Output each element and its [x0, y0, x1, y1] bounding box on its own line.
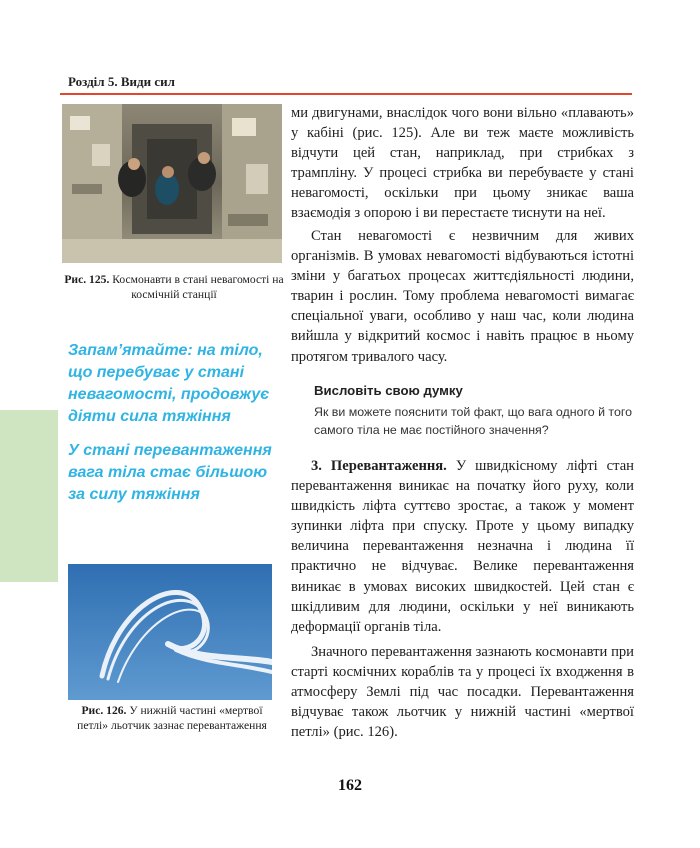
- remember-note: Запам’ятайте: на тіло, що перебуває у стані невагомості, продовжує діяти сила тяжіння: [68, 342, 270, 425]
- side-tab-marker: [0, 410, 58, 582]
- paragraph-4-text: Значного перевантаження зазнають космонавти при старті космічних кораблів та у процесі їх входження в атмосферу Землі під час посадки. Перевантаження відчуває також льотчик у нижній частині «мертвої петлі» (рис. 126).: [291, 644, 634, 741]
- figure-125-caption-text: Космонавти в стані невагомості на космічній станції: [112, 273, 284, 301]
- paragraph-2-text: Стан невагомості є незвичним для живих організмів. В умовах невагомості відбуваються істотні зміни у багатьох процесах життєдіяльності людини, тварин і рослин. Тому проблема невагомості вимагає спеціальної уваги, особливо у наш час, коли людина вийшла у відкритий космос і навіть працює в ньому протягом тривалого часу.: [291, 228, 634, 365]
- figure-126-caption: [66, 704, 278, 733]
- paragraph-2: [291, 226, 634, 367]
- figure-125-label: Рис. 125.: [64, 273, 110, 286]
- paragraph-4: [291, 642, 634, 742]
- figure-126-photo: [68, 564, 272, 700]
- paragraph-3-text: У швидкісному ліфті стан перевантаження виникає на початку його руху, коли швидкість ліфта суттєво зростає, а також у момент зупинки ліфта при спуску. Проте у цьому випадку величина перевантаження незначна і людина її практично не відчуває. Велике перевантаження виникає в умовах високих швидкостей. Цей стан є шкідливим для людини, оскільки у неї виникають деформації органів тіла.: [291, 458, 634, 635]
- opinion-box-question: Як ви можете пояснити той факт, що вага одного й того самого тіла не має постійного значення?: [314, 405, 632, 437]
- paragraph-1: [291, 103, 634, 224]
- overload-note: У стані перевантаження вага тіла стає більшою за силу тяжіння: [68, 442, 272, 503]
- section-3-heading: 3. Перевантаження.: [311, 458, 447, 474]
- header-rule: [60, 93, 632, 95]
- page-number: 162: [338, 777, 362, 794]
- figure-126-label: Рис. 126.: [81, 704, 127, 717]
- figure-125-caption: [62, 273, 286, 302]
- paragraph-1-text: ми двигунами, внаслідок чого вони вільно «плавають» у кабіні (рис. 125). Але ви теж маєте можливість відчути цей стан, наприклад, при стрибках з трампліну. У процесі стрибка ви перебуваєте у стані невагомості, оскільки при цьому зникає ваша взаємодія з опорою і ви перестаєте тиснути на неї.: [291, 105, 634, 222]
- figure-126-caption-text: У нижній частині «мертвої петлі» льотчик зазнає перевантаження: [77, 704, 267, 732]
- figure-125-photo: [62, 104, 282, 263]
- opinion-box-title: Висловіть свою думку: [314, 383, 463, 398]
- paragraph-3: [291, 456, 634, 637]
- section-header: Розділ 5. Види сил: [68, 74, 175, 89]
